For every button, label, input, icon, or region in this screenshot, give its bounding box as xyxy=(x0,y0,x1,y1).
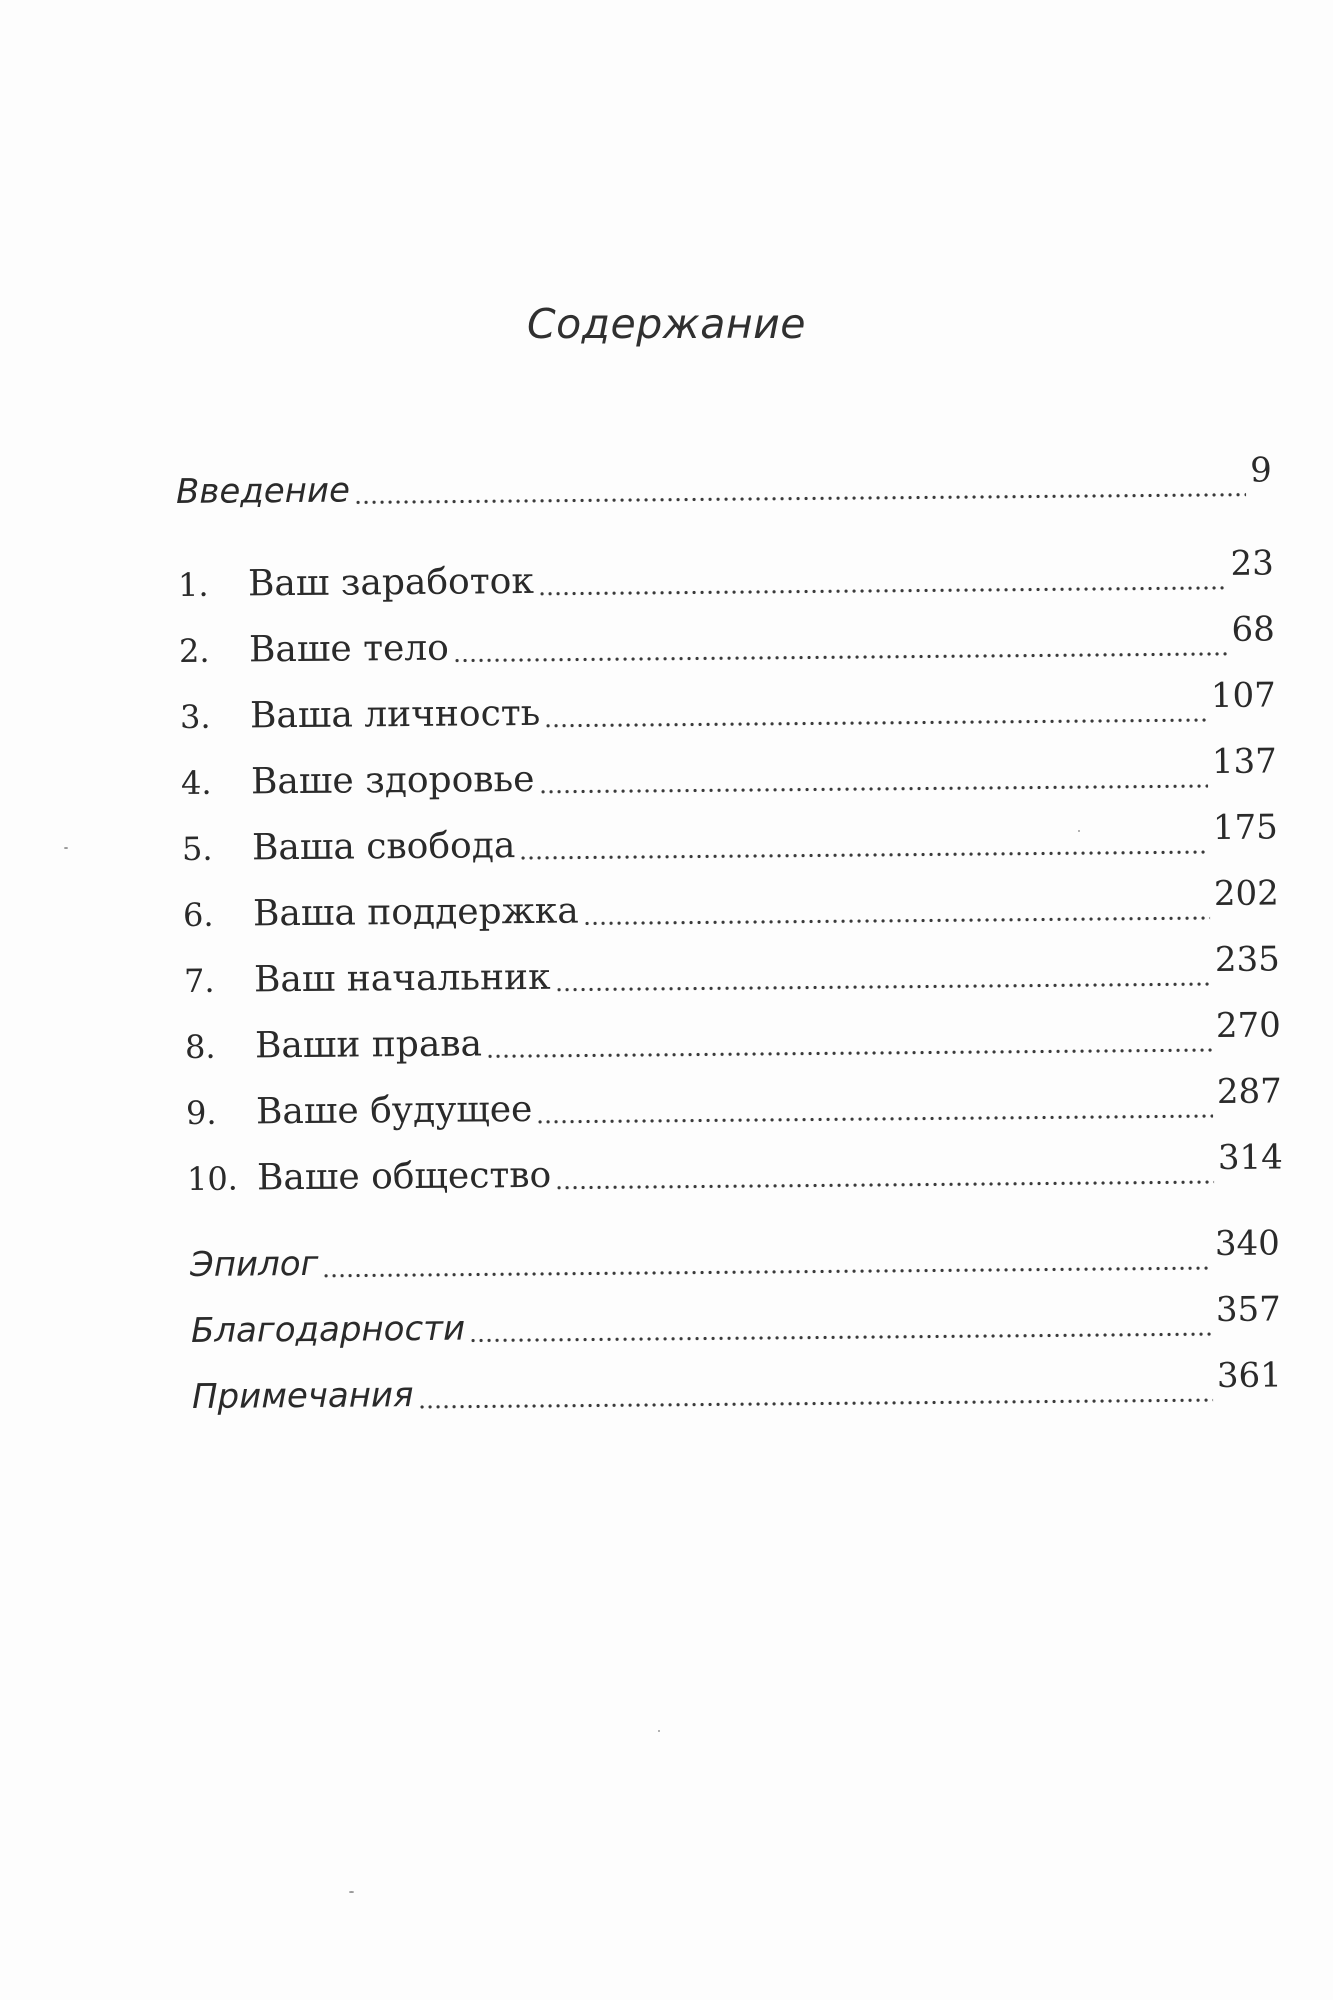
toc-entry-page: 357 xyxy=(1215,1289,1282,1331)
chapter-number: 1. xyxy=(177,565,209,604)
toc-chapter xyxy=(186,1137,1284,1203)
toc-entry-label: Благодарности xyxy=(190,1308,466,1351)
chapter-page: 23 xyxy=(1230,543,1275,584)
chapter-title: Ваше тело xyxy=(248,627,450,671)
chapter-page: 235 xyxy=(1214,939,1281,981)
leader-dots xyxy=(555,982,1212,992)
toc-entry-page: 361 xyxy=(1216,1355,1283,1397)
chapter-number: 6. xyxy=(182,895,214,934)
chapter-page: 202 xyxy=(1213,873,1280,915)
leader-dots xyxy=(583,916,1210,925)
toc-entry-intro xyxy=(175,450,1273,516)
chapter-number: 3. xyxy=(179,697,211,736)
toc-chapter xyxy=(179,675,1277,741)
leader-dots xyxy=(354,493,1246,505)
chapter-number: 4. xyxy=(180,763,212,802)
leader-dots xyxy=(539,784,1209,794)
leader-dots xyxy=(536,1114,1213,1124)
scan-speck xyxy=(349,1891,354,1893)
leader-dots xyxy=(323,1266,1212,1278)
toc-entry-label: Введение xyxy=(175,470,351,512)
leader-dots xyxy=(418,1398,1214,1409)
toc-entry-acknowledgements xyxy=(190,1289,1282,1355)
scan-speck xyxy=(1078,830,1080,832)
toc-chapter xyxy=(181,807,1279,873)
scan-speck xyxy=(64,847,68,849)
chapter-number: 10. xyxy=(186,1159,239,1198)
chapter-title: Ваш заработок xyxy=(247,560,535,605)
chapter-title: Ваше общество xyxy=(256,1154,552,1199)
chapter-number: 5. xyxy=(181,829,213,868)
toc-entry-label: Примечания xyxy=(191,1375,414,1417)
toc-entry-label: Эпилог xyxy=(189,1243,319,1285)
scan-speck xyxy=(658,1730,660,1732)
chapter-title: Ваши права xyxy=(254,1023,483,1067)
toc-chapter xyxy=(182,873,1280,939)
leader-dots xyxy=(469,1332,1212,1342)
chapter-number: 8. xyxy=(184,1027,216,1066)
chapter-page: 175 xyxy=(1212,807,1279,849)
chapter-page: 287 xyxy=(1216,1071,1283,1113)
chapter-page: 137 xyxy=(1211,741,1278,783)
chapter-page: 314 xyxy=(1217,1137,1284,1179)
chapter-title: Ваша личность xyxy=(249,692,541,737)
chapter-title: Ваша поддержка xyxy=(252,890,579,935)
toc-chapter xyxy=(180,741,1278,807)
leader-dots xyxy=(538,586,1227,596)
chapter-number: 2. xyxy=(178,631,210,670)
leader-dots xyxy=(544,718,1207,728)
toc-chapter xyxy=(185,1071,1283,1137)
chapter-page: 270 xyxy=(1215,1005,1282,1047)
chapter-title: Ваш начальник xyxy=(253,956,551,1001)
chapter-page: 107 xyxy=(1210,675,1277,717)
toc-chapter xyxy=(177,543,1275,609)
page-title: Содержание xyxy=(526,300,807,348)
leader-dots xyxy=(555,1180,1214,1190)
toc-entry-page: 9 xyxy=(1250,450,1273,491)
chapter-page: 68 xyxy=(1231,609,1276,650)
chapter-title: Ваше здоровье xyxy=(250,758,535,803)
toc-entry-page: 340 xyxy=(1214,1223,1281,1265)
toc-entry-epilogue xyxy=(189,1223,1281,1289)
leader-dots xyxy=(519,850,1209,860)
toc-chapter xyxy=(184,1005,1282,1071)
toc-chapter xyxy=(183,939,1281,1005)
chapter-title: Ваше будущее xyxy=(255,1088,533,1133)
leader-dots xyxy=(453,652,1228,663)
leader-dots xyxy=(486,1048,1212,1058)
chapter-title: Ваша свобода xyxy=(251,825,516,869)
chapter-number: 7. xyxy=(183,961,215,1000)
toc-chapter xyxy=(178,609,1276,675)
chapter-number: 9. xyxy=(185,1093,217,1132)
toc-entry-notes xyxy=(191,1355,1283,1421)
